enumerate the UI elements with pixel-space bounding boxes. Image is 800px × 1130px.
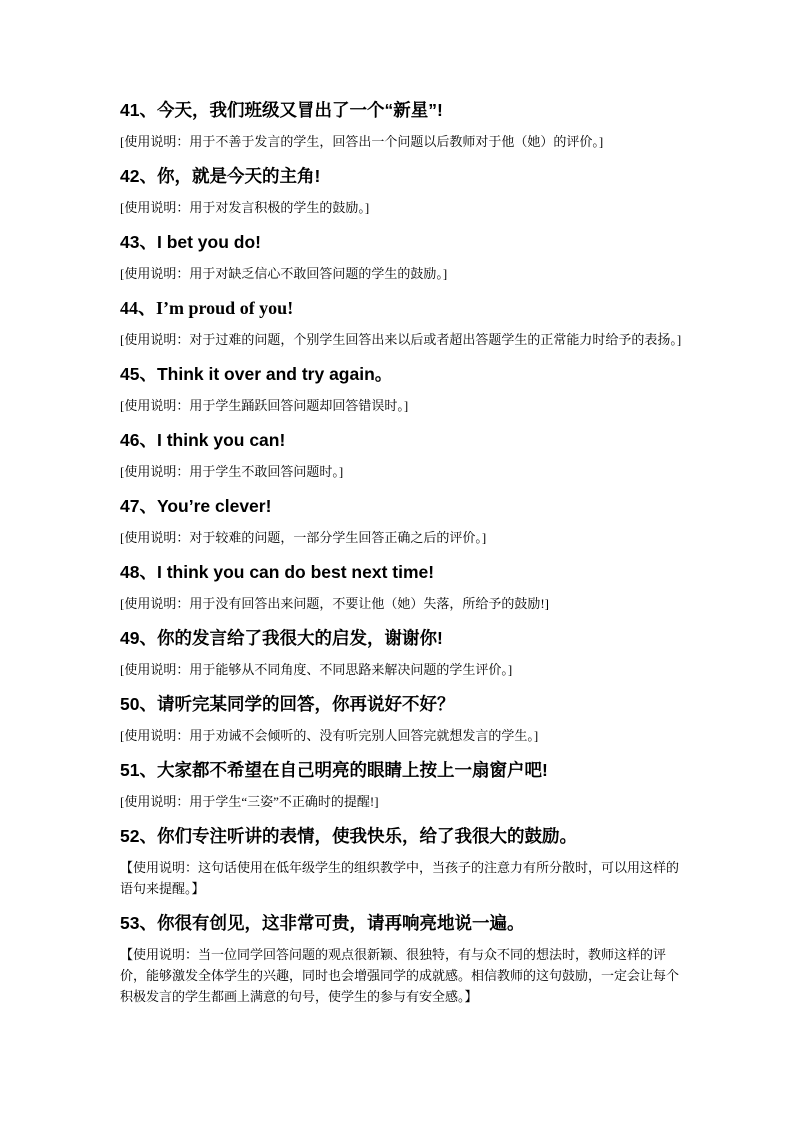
entry-47 [120, 494, 685, 548]
entry-heading: 41、今天，我们班级又冒出了一个“新星”! [120, 100, 443, 120]
entry-51 [120, 758, 685, 812]
entry-45 [120, 362, 685, 416]
entry-48 [120, 560, 685, 614]
entry-heading: 42、你，就是今天的主角! [120, 166, 321, 186]
entry-heading: 48、I think you can do best next time! [120, 562, 435, 582]
entry-heading: 43、I bet you do! [120, 232, 261, 252]
entry-note: 【使用说明：这句话使用在低年级学生的组织教学中，当孩子的注意力有所分散时，可以用这样的语句来提醒。】 [120, 860, 680, 896]
document-page [120, 98, 685, 1019]
entry-note: [使用说明：用于不善于发言的学生，回答出一个问题以后教师对于他（她）的评价。] [120, 134, 604, 149]
entry-49 [120, 626, 685, 680]
entry-note: [使用说明：用于学生不敢回答问题时。] [120, 464, 344, 479]
entry-46 [120, 428, 685, 482]
entry-heading: 52、你们专注听讲的表情，使我快乐，给了我很大的鼓励。 [120, 826, 577, 846]
entry-44 [120, 296, 685, 350]
entry-42 [120, 164, 685, 218]
entry-note: [使用说明：对于过难的问题，个别学生回答出来以后或者超出答题学生的正常能力时给予的表扬。] [120, 332, 682, 347]
entry-note: [使用说明：用于对缺乏信心不敢回答问题的学生的鼓励。] [120, 266, 448, 281]
entry-note: [使用说明：用于学生踊跃回答问题却回答错误时。] [120, 398, 409, 413]
entry-50 [120, 692, 685, 746]
entry-note: [使用说明：用于没有回答出来问题，不要让他（她）失落，所给予的鼓励!] [120, 596, 549, 611]
entry-heading: 53、你很有创见，这非常可贵，请再响亮地说一遍。 [120, 913, 525, 933]
entry-43 [120, 230, 685, 284]
entry-heading: 51、大家都不希望在自己明亮的眼睛上按上一扇窗户吧! [120, 760, 548, 780]
entry-note: [使用说明：对于较难的问题，一部分学生回答正确之后的评价。] [120, 530, 487, 545]
entry-heading: 44、I’m proud of you! [120, 298, 294, 318]
entry-note: [使用说明：用于劝诫不会倾听的、没有听完别人回答完就想发言的学生。] [120, 728, 539, 743]
entry-note: [使用说明：用于能够从不同角度、不同思路来解决问题的学生评价。] [120, 662, 513, 677]
entry-53 [120, 911, 685, 1007]
entry-heading: 45、Think it over and try again。 [120, 364, 393, 384]
entry-note: 【使用说明：当一位同学回答问题的观点很新颖、很独特，有与众不同的想法时，教师这样的评价，能够激发全体学生的兴趣，同时也会增强同学的成就感。相信教师的这句鼓励，一定会让每个积极发言的学生都画上满意的句号，使学生的参与有安全感。】 [120, 947, 680, 1004]
entry-note: [使用说明：用于对发言积极的学生的鼓励。] [120, 200, 370, 215]
entry-heading: 49、你的发言给了我很大的启发，谢谢你! [120, 628, 443, 648]
entry-note: [使用说明：用于学生“三姿”不正确时的提醒!] [120, 794, 379, 809]
entry-41 [120, 98, 685, 152]
entry-heading: 46、I think you can! [120, 430, 286, 450]
entry-heading: 47、You’re clever! [120, 496, 272, 516]
entry-52 [120, 824, 685, 899]
entry-heading: 50、请听完某同学的回答，你再说好不好？ [120, 694, 455, 714]
